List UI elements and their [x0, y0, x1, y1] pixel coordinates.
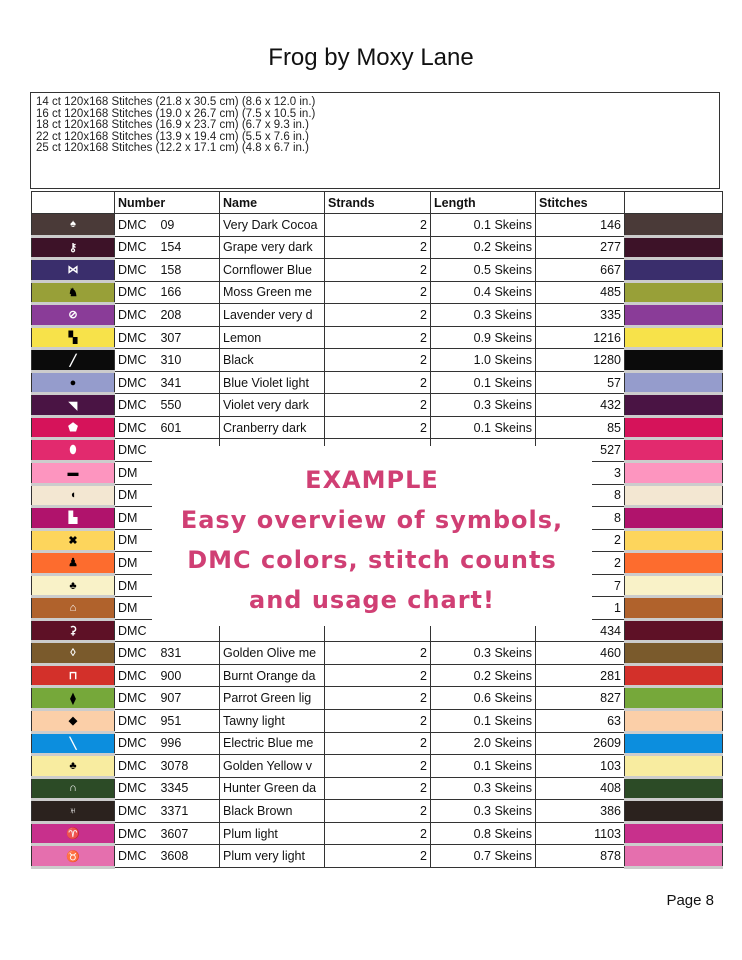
- number-cell: [115, 732, 220, 755]
- number-cell: [115, 371, 220, 394]
- info-line: 16 ct 120x168 Stitches (19.0 x 26.7 cm) (7.5 x 10.5 in.): [36, 107, 316, 120]
- stitches-cell: 1103: [536, 822, 625, 845]
- info-line: 14 ct 120x168 Stitches (21.8 x 30.5 cm) (8.6 x 12.0 in.): [36, 96, 316, 108]
- number-cell: [115, 800, 220, 823]
- brand: DMC: [118, 262, 147, 277]
- brand: DMC: [118, 375, 147, 390]
- floss-row: [32, 687, 723, 710]
- strands-cell: 2: [325, 326, 431, 349]
- stitches-cell: 408: [536, 777, 625, 800]
- brand: DMC: [118, 420, 147, 435]
- name-cell: Moss Green me: [220, 281, 325, 304]
- color-swatch: [625, 732, 723, 755]
- name-cell: Burnt Orange da: [220, 664, 325, 687]
- color-swatch: [625, 507, 723, 530]
- stitches-cell: 527: [536, 439, 625, 462]
- number-cell: [115, 710, 220, 733]
- overlay-heading: EXAMPLE: [305, 466, 439, 494]
- floss-row: [32, 642, 723, 665]
- strands-cell: 2: [325, 214, 431, 237]
- dmc-number: 907: [160, 691, 182, 706]
- strands-cell: 2: [325, 371, 431, 394]
- floss-row: [32, 416, 723, 439]
- color-swatch: [625, 304, 723, 327]
- number-cell: [115, 664, 220, 687]
- symbol-icon: ♣: [32, 574, 115, 597]
- dmc-number: 3607: [160, 826, 189, 841]
- symbol-icon: ⌂: [32, 597, 115, 620]
- stitches-cell: 8: [536, 484, 625, 507]
- dmc-number: 831: [160, 646, 182, 661]
- strands-cell: 2: [325, 777, 431, 800]
- strands-cell: 2: [325, 236, 431, 259]
- stitches-cell: 485: [536, 281, 625, 304]
- symbol-icon: ⧫: [32, 687, 115, 710]
- length-cell: 1.0 Skeins: [431, 349, 536, 372]
- floss-row: [32, 755, 723, 778]
- number-cell: [115, 755, 220, 778]
- symbol-icon: ⋈: [32, 259, 115, 282]
- floss-row: [32, 822, 723, 845]
- strands-cell: 2: [325, 732, 431, 755]
- color-swatch: [625, 462, 723, 485]
- color-swatch: [625, 845, 723, 868]
- info-line: 18 ct 120x168 Stitches (16.9 x 23.7 cm) (6.7 x 9.3 in.): [36, 119, 309, 131]
- length-cell: 0.1 Skeins: [431, 416, 536, 439]
- brand: DM: [118, 488, 138, 503]
- brand: DMC: [118, 736, 147, 751]
- stitches-cell: 85: [536, 416, 625, 439]
- dmc-number: 601: [160, 420, 182, 435]
- brand: DMC: [118, 285, 147, 300]
- header-color: [625, 192, 723, 214]
- number-cell: [115, 394, 220, 417]
- length-cell: 0.8 Skeins: [431, 822, 536, 845]
- stitches-cell: 2: [536, 529, 625, 552]
- name-cell: Grape very dark: [220, 236, 325, 259]
- brand: DMC: [118, 398, 147, 413]
- brand: DM: [118, 465, 138, 480]
- brand: DM: [118, 578, 138, 593]
- length-cell: 0.3 Skeins: [431, 800, 536, 823]
- name-cell: Tawny light: [220, 710, 325, 733]
- length-cell: 0.3 Skeins: [431, 777, 536, 800]
- dmc-number: 208: [160, 307, 182, 322]
- dmc-number: 341: [160, 375, 182, 390]
- color-swatch: [625, 642, 723, 665]
- brand: DMC: [118, 713, 147, 728]
- dmc-number: 09: [160, 217, 175, 232]
- symbol-icon: ♅: [32, 800, 115, 823]
- name-cell: Golden Olive me: [220, 642, 325, 665]
- color-swatch: [625, 416, 723, 439]
- brand: DMC: [118, 307, 147, 322]
- stitches-cell: 667: [536, 259, 625, 282]
- number-cell: [115, 416, 220, 439]
- symbol-icon: ⊓: [32, 664, 115, 687]
- floss-row: [32, 394, 723, 417]
- strands-cell: 2: [325, 259, 431, 282]
- length-cell: 0.1 Skeins: [431, 214, 536, 237]
- stitches-cell: 7: [536, 574, 625, 597]
- dmc-number: 307: [160, 330, 182, 345]
- strands-cell: 2: [325, 642, 431, 665]
- symbol-icon: ▬: [32, 462, 115, 485]
- length-cell: 0.2 Skeins: [431, 236, 536, 259]
- symbol-icon: ◖: [32, 484, 115, 507]
- stitches-cell: 2609: [536, 732, 625, 755]
- floss-row: [32, 371, 723, 394]
- length-cell: 2.0 Skeins: [431, 732, 536, 755]
- header-symbol: [32, 192, 115, 214]
- strands-cell: 2: [325, 687, 431, 710]
- stitches-cell: 1280: [536, 349, 625, 372]
- number-cell: [115, 304, 220, 327]
- name-cell: Plum light: [220, 822, 325, 845]
- floss-row: [32, 777, 723, 800]
- color-swatch: [625, 484, 723, 507]
- color-swatch: [625, 710, 723, 733]
- header-strands: Strands: [325, 192, 431, 214]
- color-swatch: [625, 800, 723, 823]
- brand: DMC: [118, 668, 147, 683]
- header-number: Number: [115, 192, 220, 214]
- name-cell: Parrot Green lig: [220, 687, 325, 710]
- symbol-icon: ⚳: [32, 619, 115, 642]
- brand: DMC: [118, 353, 147, 368]
- brand: DMC: [118, 443, 147, 458]
- symbol-icon: ◊: [32, 642, 115, 665]
- strands-cell: 2: [325, 349, 431, 372]
- color-swatch: [625, 326, 723, 349]
- color-swatch: [625, 619, 723, 642]
- brand: DM: [118, 555, 138, 570]
- info-line: 22 ct 120x168 Stitches (13.9 x 19.4 cm) (5.5 x 7.6 in.): [36, 130, 309, 143]
- length-cell: 0.3 Skeins: [431, 394, 536, 417]
- strands-cell: 2: [325, 800, 431, 823]
- stitches-cell: 57: [536, 371, 625, 394]
- length-cell: 0.7 Skeins: [431, 845, 536, 868]
- symbol-icon: ⬟: [32, 416, 115, 439]
- color-swatch: [625, 822, 723, 845]
- strands-cell: 2: [325, 710, 431, 733]
- name-cell: Very Dark Cocoa: [220, 214, 325, 237]
- symbol-icon: ♣: [32, 755, 115, 778]
- floss-row: [32, 800, 723, 823]
- strands-cell: 2: [325, 845, 431, 868]
- number-cell: [115, 687, 220, 710]
- color-swatch: [625, 439, 723, 462]
- number-cell: [115, 236, 220, 259]
- name-cell: Black Brown: [220, 800, 325, 823]
- name-cell: Blue Violet light: [220, 371, 325, 394]
- number-cell: [115, 642, 220, 665]
- floss-row: [32, 845, 723, 868]
- color-swatch: [625, 236, 723, 259]
- page-title: Frog by Moxy Lane: [268, 44, 474, 71]
- name-cell: Electric Blue me: [220, 732, 325, 755]
- symbol-icon: ♉: [32, 845, 115, 868]
- symbol-icon: ♠: [32, 214, 115, 237]
- length-cell: 0.5 Skeins: [431, 259, 536, 282]
- strands-cell: 2: [325, 755, 431, 778]
- fabric-size-info: [30, 92, 720, 189]
- stitches-cell: 1216: [536, 326, 625, 349]
- length-cell: 0.3 Skeins: [431, 642, 536, 665]
- number-cell: [115, 349, 220, 372]
- color-swatch: [625, 687, 723, 710]
- color-swatch: [625, 755, 723, 778]
- symbol-icon: ⚷: [32, 236, 115, 259]
- brand: DMC: [118, 240, 147, 255]
- stitches-cell: 3: [536, 462, 625, 485]
- brand: DMC: [118, 781, 147, 796]
- number-cell: [115, 326, 220, 349]
- stitches-cell: 386: [536, 800, 625, 823]
- dmc-number: 166: [160, 285, 182, 300]
- color-swatch: [625, 574, 723, 597]
- floss-row: [32, 349, 723, 372]
- brand: DMC: [118, 803, 147, 818]
- stitches-cell: 277: [536, 236, 625, 259]
- overlay-line: and usage chart!: [249, 586, 495, 614]
- brand: DM: [118, 601, 138, 616]
- name-cell: Plum very light: [220, 845, 325, 868]
- symbol-icon: ●: [32, 371, 115, 394]
- brand: DMC: [118, 623, 147, 638]
- color-swatch: [625, 259, 723, 282]
- name-cell: Lemon: [220, 326, 325, 349]
- header-name: Name: [220, 192, 325, 214]
- stitches-cell: 8: [536, 507, 625, 530]
- stitches-cell: 1: [536, 597, 625, 620]
- name-cell: Golden Yellow v: [220, 755, 325, 778]
- dmc-number: 3371: [160, 803, 189, 818]
- length-cell: 0.1 Skeins: [431, 755, 536, 778]
- name-cell: Cornflower Blue: [220, 259, 325, 282]
- brand: DMC: [118, 849, 147, 864]
- info-line: 25 ct 120x168 Stitches (12.2 x 17.1 cm) (4.8 x 6.7 in.): [36, 142, 309, 154]
- color-swatch: [625, 552, 723, 575]
- symbol-icon: ⬮: [32, 439, 115, 462]
- name-cell: Cranberry dark: [220, 416, 325, 439]
- stitches-cell: 460: [536, 642, 625, 665]
- floss-row: [32, 304, 723, 327]
- color-swatch: [625, 597, 723, 620]
- floss-row: [32, 326, 723, 349]
- length-cell: 0.3 Skeins: [431, 304, 536, 327]
- header-length: Length: [431, 192, 536, 214]
- symbol-icon: ◥: [32, 394, 115, 417]
- length-cell: 0.1 Skeins: [431, 710, 536, 733]
- length-cell: 0.2 Skeins: [431, 664, 536, 687]
- number-cell: [115, 777, 220, 800]
- floss-row: [32, 664, 723, 687]
- color-swatch: [625, 664, 723, 687]
- page-number: Page 8: [666, 892, 714, 909]
- symbol-icon: ✖: [32, 529, 115, 552]
- symbol-icon: ♞: [32, 281, 115, 304]
- strands-cell: 2: [325, 394, 431, 417]
- stitches-cell: 827: [536, 687, 625, 710]
- color-swatch: [625, 394, 723, 417]
- number-cell: [115, 214, 220, 237]
- dmc-number: 3608: [160, 849, 189, 864]
- number-cell: [115, 822, 220, 845]
- color-swatch: [625, 349, 723, 372]
- header-stitches: Stitches: [536, 192, 625, 214]
- overlay-line: Easy overview of symbols,: [180, 506, 564, 534]
- dmc-number: 3345: [160, 781, 189, 796]
- color-swatch: [625, 281, 723, 304]
- brand: DMC: [118, 826, 147, 841]
- dmc-number: 158: [160, 262, 182, 277]
- strands-cell: 2: [325, 281, 431, 304]
- stitches-cell: 432: [536, 394, 625, 417]
- symbol-icon: ╱: [32, 349, 115, 372]
- name-cell: Black: [220, 349, 325, 372]
- length-cell: 0.4 Skeins: [431, 281, 536, 304]
- dmc-number: 996: [160, 736, 182, 751]
- name-cell: Hunter Green da: [220, 777, 325, 800]
- length-cell: 0.9 Skeins: [431, 326, 536, 349]
- symbol-icon: ◆: [32, 710, 115, 733]
- stitches-cell: 335: [536, 304, 625, 327]
- brand: DMC: [118, 646, 147, 661]
- dmc-number: 900: [160, 668, 182, 683]
- dmc-number: 310: [160, 353, 182, 368]
- stitches-cell: 281: [536, 664, 625, 687]
- strands-cell: 2: [325, 416, 431, 439]
- name-cell: Violet very dark: [220, 394, 325, 417]
- color-swatch: [625, 371, 723, 394]
- floss-row: [32, 236, 723, 259]
- length-cell: 0.6 Skeins: [431, 687, 536, 710]
- number-cell: [115, 281, 220, 304]
- name-cell: Lavender very d: [220, 304, 325, 327]
- brand: DM: [118, 533, 138, 548]
- floss-row: [32, 259, 723, 282]
- stitches-cell: 146: [536, 214, 625, 237]
- number-cell: [115, 259, 220, 282]
- symbol-icon: ▚: [32, 326, 115, 349]
- symbol-icon: ♟: [32, 552, 115, 575]
- floss-row: [32, 710, 723, 733]
- dmc-number: 550: [160, 398, 182, 413]
- stitches-cell: 878: [536, 845, 625, 868]
- number-cell: [115, 845, 220, 868]
- dmc-number: 154: [160, 240, 182, 255]
- stitches-cell: 434: [536, 619, 625, 642]
- floss-row: [32, 214, 723, 237]
- stitches-cell: 103: [536, 755, 625, 778]
- brand: DMC: [118, 330, 147, 345]
- color-swatch: [625, 214, 723, 237]
- color-swatch: [625, 777, 723, 800]
- brand: DMC: [118, 691, 147, 706]
- length-cell: 0.1 Skeins: [431, 371, 536, 394]
- symbol-icon: ▙: [32, 507, 115, 530]
- color-swatch: [625, 529, 723, 552]
- dmc-number: 3078: [160, 758, 189, 773]
- overlay-line: DMC colors, stitch counts: [187, 546, 557, 574]
- symbol-icon: ♈: [32, 822, 115, 845]
- floss-row: [32, 732, 723, 755]
- strands-cell: 2: [325, 664, 431, 687]
- stitches-cell: 2: [536, 552, 625, 575]
- strands-cell: 2: [325, 304, 431, 327]
- symbol-icon: ⊘: [32, 304, 115, 327]
- symbol-icon: ∩: [32, 777, 115, 800]
- symbol-icon: ╲: [32, 732, 115, 755]
- brand: DMC: [118, 758, 147, 773]
- brand: DMC: [118, 217, 147, 232]
- stitches-cell: 63: [536, 710, 625, 733]
- example-overlay: [152, 446, 592, 626]
- brand: DM: [118, 510, 138, 525]
- dmc-number: 951: [160, 713, 182, 728]
- floss-row: [32, 281, 723, 304]
- strands-cell: 2: [325, 822, 431, 845]
